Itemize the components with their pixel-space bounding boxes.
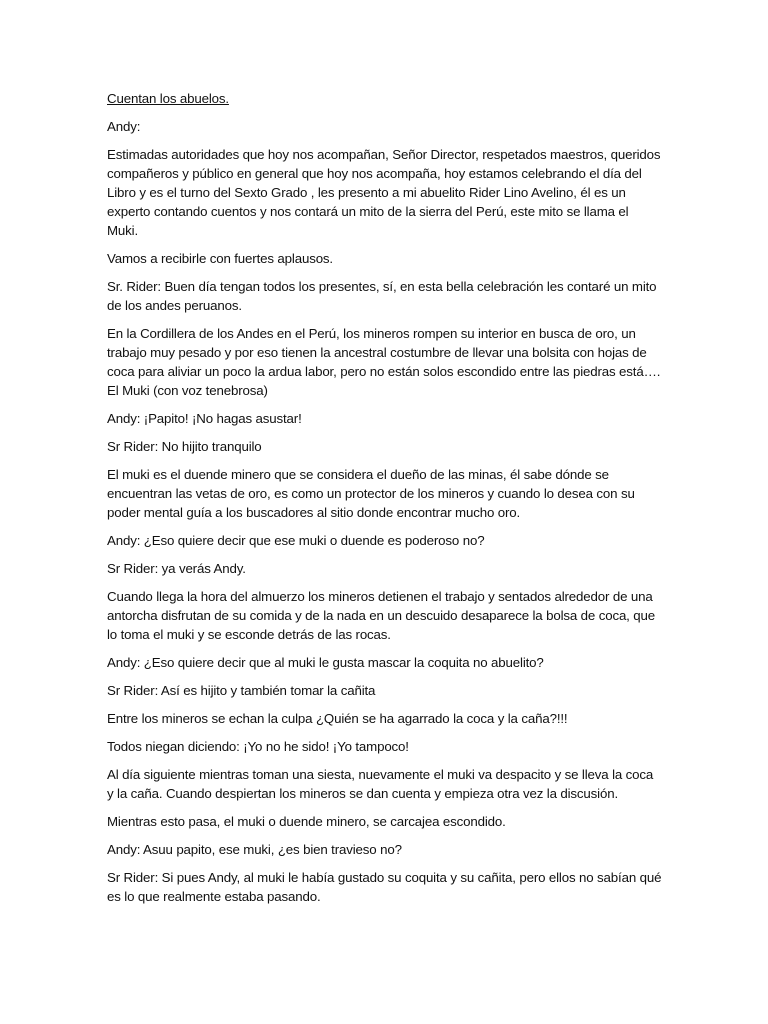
paragraph-rider-greeting: Sr. Rider: Buen día tengan todos los presentes, sí, en esta bella celebración les contaré un mito de los andes peruanos. xyxy=(107,279,657,313)
document-page xyxy=(107,89,663,915)
paragraph-almuerzo: Cuando llega la hora del almuerzo los mineros detienen el trabajo y sentados alrededor de una antorcha disfrutan de su comida y de la nada en un descuido desaparece la bolsa de coca, que lo toma el muki y se esconde detrás de las rocas. xyxy=(107,589,656,642)
paragraph-andy-coquita: Andy: ¿Eso quiere decir que al muki le gusta mascar la coquita no abuelito? xyxy=(107,655,544,670)
paragraph-culpa: Entre los mineros se echan la culpa ¿Quién se ha agarrado la coca y la caña?!!! xyxy=(107,711,568,726)
paragraph-andy-papito: Andy: ¡Papito! ¡No hagas asustar! xyxy=(107,411,302,426)
paragraph-rider-tranquilo: Sr Rider: No hijito tranquilo xyxy=(107,439,262,454)
paragraph-andy-travieso: Andy: Asuu papito, ese muki, ¿es bien travieso no? xyxy=(107,842,402,857)
paragraph-andy-poderoso: Andy: ¿Eso quiere decir que ese muki o duende es poderoso no? xyxy=(107,533,485,548)
paragraph-rider-ya-veras: Sr Rider: ya verás Andy. xyxy=(107,561,246,576)
paragraph-cordillera: En la Cordillera de los Andes en el Perú, los mineros rompen su interior en busca de oro, un trabajo muy pesado y por eso tienen la ancestral costumbre de llevar una bolsita con hojas de coca para aliviar un poco la ardua labor, pero no están solos escondido entre las piedras está…. El Muki (con voz tenebrosa) xyxy=(107,326,661,398)
paragraph-carcajea: Mientras esto pasa, el muki o duende minero, se carcajea escondido. xyxy=(107,814,506,829)
paragraph-rider-canita: Sr Rider: Así es hijito y también tomar la cañita xyxy=(107,683,376,698)
paragraph-muki-description: El muki es el duende minero que se considera el dueño de las minas, él sabe dónde se encuentran las vetas de oro, es como un protector de los mineros y cuando lo desea con su poder mental guía a los buscadores al sitio donde encontrar mucho oro. xyxy=(107,467,635,520)
document-title: Cuentan los abuelos. xyxy=(107,91,229,106)
paragraph-niegan: Todos niegan diciendo: ¡Yo no he sido! ¡Yo tampoco! xyxy=(107,739,409,754)
paragraph-rider-final: Sr Rider: Si pues Andy, al muki le había gustado su coquita y su cañita, pero ellos no sabían qué es lo que realmente estaba pasando. xyxy=(107,870,662,904)
paragraph-dia-siguiente: Al día siguiente mientras toman una siesta, nuevamente el muki va despacito y se lleva la coca y la caña. Cuando despiertan los mineros se dan cuenta y empieza otra vez la discusión. xyxy=(107,767,654,801)
paragraph-applause: Vamos a recibirle con fuertes aplausos. xyxy=(107,251,333,266)
paragraph-andy-intro-label: Andy: xyxy=(107,119,141,134)
paragraph-andy-speech: Estimadas autoridades que hoy nos acompañan, Señor Director, respetados maestros, queridos compañeros y público en general que hoy nos acompaña, hoy estamos celebrando el día del Libro y es el turno del Sexto Grado , les presento a mi abuelito Rider Lino Avelino, él es un experto contando cuentos y nos contará un mito de la sierra del Perú, este mito se llama el Muki. xyxy=(107,147,661,238)
